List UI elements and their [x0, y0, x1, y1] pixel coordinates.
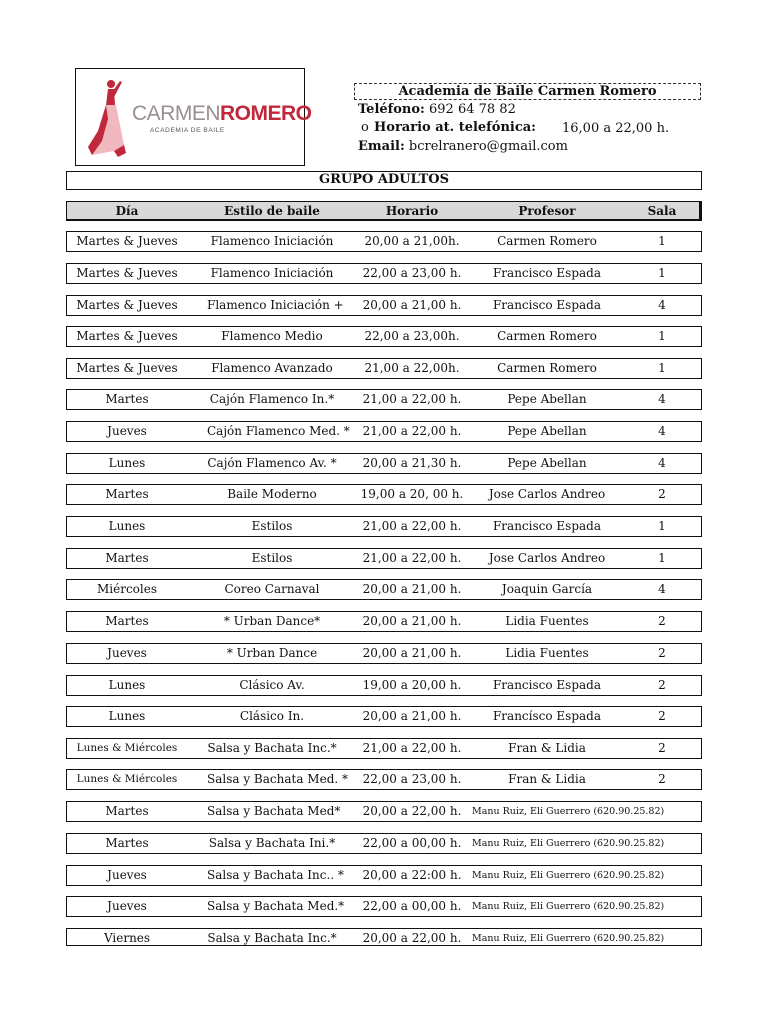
cell-profesor: Carmen Romero: [497, 329, 597, 343]
cell-dia: Lunes & Miércoles: [76, 742, 178, 754]
cell-estilo: Clásico In.: [239, 709, 305, 723]
cell-dia: Lunes & Miércoles: [76, 773, 178, 785]
cell-estilo: Baile Moderno: [227, 487, 317, 501]
table-row: [66, 295, 702, 316]
cell-profesor: Pepe Abellan: [507, 392, 587, 406]
cell-horario: 22,00 a 23,00h.: [364, 329, 460, 343]
cell-dia: Jueves: [107, 899, 147, 913]
cell-sala: 4: [658, 582, 666, 596]
cell-horario: 20,00 a 21,00h.: [364, 234, 460, 248]
cell-dia: Martes & Jueves: [76, 329, 178, 343]
cell-sala: 2: [658, 709, 666, 723]
table-row: [66, 516, 702, 537]
cell-sala: 1: [658, 329, 666, 343]
table-row: [66, 453, 702, 474]
cell-horario: 20,00 a 21,00 h.: [362, 709, 462, 723]
cell-estilo: Salsa y Bachata Inc.*: [207, 931, 337, 945]
table-row: [66, 928, 702, 946]
cell-sala: 1: [658, 519, 666, 533]
cell-horario: 20,00 a 21,00 h.: [362, 646, 462, 660]
cell-horario: 19,00 a 20, 00 h.: [360, 487, 464, 501]
cell-horario: 21,00 a 22,00 h.: [362, 392, 462, 406]
email-label: Email:: [358, 139, 405, 154]
cell-horario: 20,00 a 21,30 h.: [362, 456, 462, 470]
cell-horario: 22,00 a 00,00 h.: [362, 899, 462, 913]
table-row: [66, 421, 702, 442]
cell-sala: 2: [658, 487, 666, 501]
cell-dia: Martes: [105, 836, 149, 850]
cell-profesor: Lidia Fuentes: [505, 614, 589, 628]
cell-estilo: Cajón Flamenco In.*: [209, 392, 335, 406]
cell-sala: 4: [658, 298, 666, 312]
cell-profesor: Joaquin García: [501, 582, 593, 596]
cell-horario: 21,00 a 22,00 h.: [362, 519, 462, 533]
cell-estilo: Flamenco Avanzado: [211, 361, 333, 375]
cell-dia: Martes: [105, 551, 149, 565]
cell-dia: Martes & Jueves: [76, 361, 178, 375]
cell-estilo: Estilos: [251, 519, 293, 533]
cell-profesor: Manu Ruiz, Eli Guerrero (620.90.25.82): [472, 806, 665, 817]
cell-estilo: Salsa y Bachata Inc.. *: [207, 868, 344, 882]
cell-profesor: Carmen Romero: [497, 361, 597, 375]
phone-value: 692 64 78 82: [429, 102, 516, 117]
phone-label: Teléfono:: [358, 102, 425, 117]
cell-dia: Jueves: [107, 868, 147, 882]
cell-profesor: Francisco Espada: [492, 266, 601, 280]
table-row: [66, 263, 702, 284]
table-row: [66, 896, 702, 917]
table-row: [66, 579, 702, 600]
contact-title: Academia de Baile Carmen Romero: [354, 83, 701, 100]
cell-horario: 20,00 a 21,00 h.: [362, 582, 462, 596]
cell-dia: Martes: [105, 804, 149, 818]
cell-dia: Martes & Jueves: [76, 266, 178, 280]
cell-estilo: Salsa y Bachata Ini.*: [208, 836, 336, 850]
cell-estilo: Coreo Carnaval: [224, 582, 320, 596]
cell-estilo: Cajón Flamenco Med. *: [207, 424, 350, 438]
cell-dia: Lunes: [108, 456, 146, 470]
flamenco-dancer-icon: [84, 75, 128, 159]
cell-estilo: * Urban Dance: [226, 646, 318, 660]
cell-profesor: Francisco Espada: [492, 298, 601, 312]
table-row: [66, 231, 702, 252]
phone-line: [358, 102, 516, 117]
table-row: [66, 326, 702, 347]
cell-dia: Martes: [105, 487, 149, 501]
cell-profesor: Pepe Abellan: [507, 424, 587, 438]
cell-profesor: Francisco Espada: [492, 678, 601, 692]
cell-dia: Jueves: [107, 646, 147, 660]
cell-horario: 22,00 a 23,00 h.: [362, 266, 462, 280]
cell-sala: 1: [658, 551, 666, 565]
header-dia: Día: [115, 204, 139, 218]
cell-profesor: Jose Carlos Andreo: [488, 551, 606, 565]
cell-estilo: Flamenco Iniciación +: [207, 298, 344, 312]
cell-horario: 20,00 a 22,00 h.: [362, 931, 462, 945]
cell-estilo: Salsa y Bachata Med. *: [207, 772, 348, 786]
cell-profesor: Manu Ruiz, Eli Guerrero (620.90.25.82): [472, 901, 665, 912]
table-row: [66, 738, 702, 759]
cell-horario: 22,00 a 23,00 h.: [362, 772, 462, 786]
cell-dia: Jueves: [107, 424, 147, 438]
cell-estilo: Flamenco Iniciación: [210, 266, 334, 280]
header-sala: Sala: [647, 204, 677, 218]
cell-profesor: Francísco Espada: [492, 709, 601, 723]
cell-profesor: Lidia Fuentes: [505, 646, 589, 660]
table-row: [66, 801, 702, 822]
logo-subtitle: ACADEMIA DE BAILE: [150, 127, 225, 134]
cell-profesor: Manu Ruiz, Eli Guerrero (620.90.25.82): [472, 870, 665, 881]
table-row: [66, 865, 702, 886]
cell-profesor: Carmen Romero: [497, 234, 597, 248]
cell-estilo: Cajón Flamenco Av. *: [207, 456, 337, 470]
hours-label: Horario at. telefónica:: [374, 120, 536, 135]
cell-horario: 19,00 a 20,00 h.: [362, 678, 462, 692]
cell-dia: Miércoles: [96, 582, 157, 596]
cell-sala: 1: [658, 234, 666, 248]
cell-estilo: Salsa y Bachata Med.*: [207, 899, 345, 913]
cell-sala: 4: [658, 424, 666, 438]
table-header: [66, 201, 702, 221]
hours-value: 16,00 a 22,00 h.: [562, 121, 670, 136]
cell-sala: 2: [658, 614, 666, 628]
email-value: bcrelranero@gmail.com: [408, 139, 568, 154]
header-estilo: Estilo de baile: [224, 204, 320, 218]
header-horario: Horario: [385, 204, 439, 218]
cell-estilo: Clásico Av.: [239, 678, 305, 692]
cell-dia: Martes & Jueves: [76, 234, 178, 248]
cell-dia: Martes: [105, 392, 149, 406]
academy-logo-box: [75, 68, 312, 166]
table-row: [66, 643, 702, 664]
cell-horario: 22,00 a 00,00 h.: [362, 836, 462, 850]
cell-estilo: * Urban Dance*: [223, 614, 321, 628]
cell-sala: 1: [658, 266, 666, 280]
cell-horario: 21,00 a 22,00h.: [364, 361, 460, 375]
email-line: [358, 139, 568, 154]
cell-profesor: Francisco Espada: [492, 519, 601, 533]
cell-sala: 4: [658, 392, 666, 406]
header-profesor: Profesor: [518, 204, 576, 218]
table-row: [66, 833, 702, 854]
cell-sala: 2: [658, 741, 666, 755]
table-row: [66, 389, 702, 410]
cell-profesor: Pepe Abellan: [507, 456, 587, 470]
table-row: [66, 675, 702, 696]
table-row: [66, 769, 702, 790]
cell-profesor: Manu Ruiz, Eli Guerrero (620.90.25.82): [472, 838, 665, 849]
cell-horario: 20,00 a 22:00 h.: [362, 868, 462, 882]
cell-estilo: Estilos: [251, 551, 293, 565]
logo-brand-part2: ROMERO: [220, 102, 312, 125]
table-row: [66, 611, 702, 632]
table-row: [66, 484, 702, 505]
group-title: GRUPO ADULTOS: [66, 171, 702, 190]
hours-line: [374, 120, 536, 135]
cell-dia: Lunes: [108, 709, 146, 723]
cell-sala: 2: [658, 646, 666, 660]
cell-sala: 1: [658, 361, 666, 375]
cell-horario: 20,00 a 21,00 h.: [362, 614, 462, 628]
cell-horario: 20,00 a 21,00 h.: [362, 298, 462, 312]
cell-estilo: Flamenco Iniciación: [210, 234, 334, 248]
cell-horario: 21,00 a 22,00 h.: [362, 551, 462, 565]
cell-dia: Lunes: [108, 519, 146, 533]
cell-horario: 20,00 a 22,00 h.: [362, 804, 462, 818]
cell-estilo: Flamenco Medio: [221, 329, 323, 343]
bullet-marker: o: [361, 120, 369, 135]
table-row: [66, 358, 702, 379]
cell-dia: Martes & Jueves: [76, 298, 178, 312]
cell-estilo: Salsa y Bachata Med*: [207, 804, 341, 818]
cell-dia: Martes: [105, 614, 149, 628]
cell-horario: 21,00 a 22,00 h.: [362, 424, 462, 438]
cell-sala: 2: [658, 678, 666, 692]
logo-wordmark: [132, 103, 312, 124]
cell-dia: Lunes: [108, 678, 146, 692]
cell-profesor: Jose Carlos Andreo: [488, 487, 606, 501]
cell-sala: 4: [658, 456, 666, 470]
logo: [84, 75, 312, 159]
cell-estilo: Salsa y Bachata Inc.*: [207, 741, 337, 755]
cell-profesor: Fran & Lidia: [508, 741, 586, 755]
logo-brand-part1: CARMEN: [132, 102, 221, 125]
cell-horario: 21,00 a 22,00 h.: [362, 741, 462, 755]
table-row: [66, 548, 702, 569]
cell-dia: Viernes: [103, 931, 151, 945]
cell-profesor: Manu Ruiz, Eli Guerrero (620.90.25.82): [472, 933, 665, 944]
cell-profesor: Fran & Lidia: [508, 772, 586, 786]
table-row: [66, 706, 702, 727]
cell-sala: 2: [658, 772, 666, 786]
